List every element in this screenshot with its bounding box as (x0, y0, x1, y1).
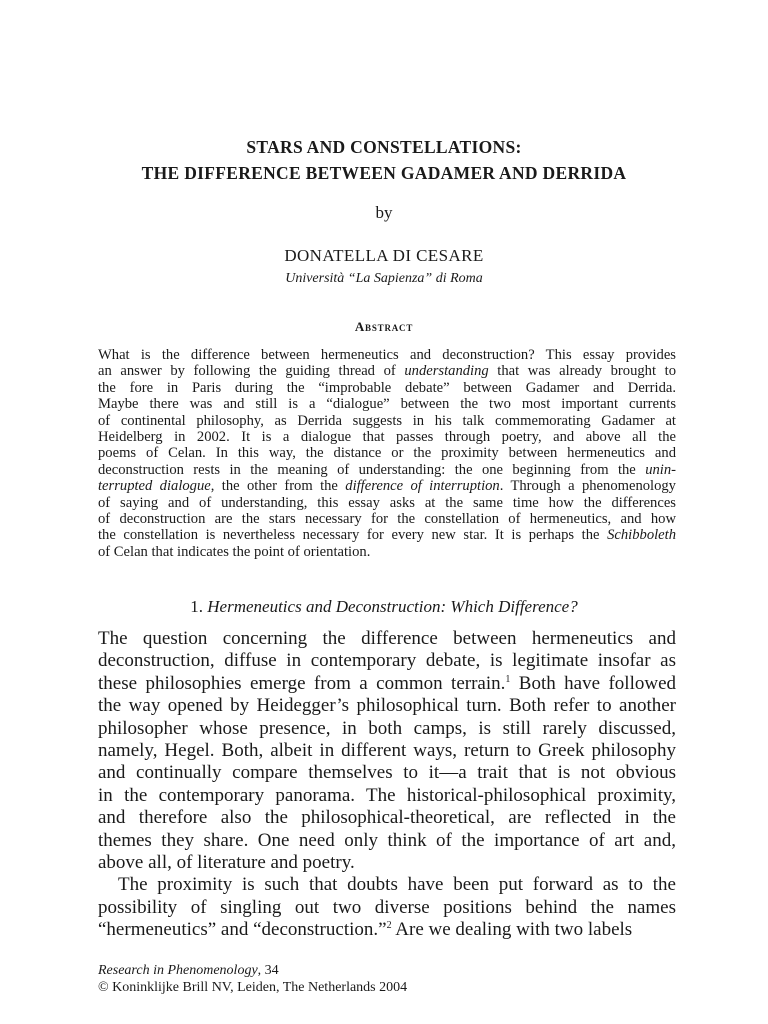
abstract-line: poems of Celan. In this way, the distance or the proximity between hermeneutics and (98, 445, 676, 462)
abstract-heading: Abstract (354, 319, 414, 334)
journal-citation (98, 963, 407, 980)
author-affiliation: Università “La Sapienza” di Roma (285, 271, 483, 286)
abstract-line: Heidelberg in 2002. It is a dialogue that passes through poetry, and above all the (98, 428, 676, 445)
body-line: namely, Hegel. Both, albeit in different ways, return to Greek philosophy (98, 739, 676, 761)
body-line: The question concerning the difference between hermeneutics and (98, 628, 676, 649)
copyright-notice: © Koninklijke Brill NV, Leiden, The Netherlands 2004 (98, 979, 408, 995)
abstract-line: the constellation is nevertheless necessary for every new star. It is perhaps the Schibboleth (98, 527, 676, 544)
body-line: these philosophies emerge from a common terrain.$^1$ Both have followed (98, 672, 676, 694)
footnote-marker: 2 (386, 920, 392, 932)
abstract-line: terrupted dialogue, the other from the difference of interruption. Through a phenomenology (98, 478, 676, 495)
section-title: Hermeneutics and Deconstruction: Which Difference? (207, 597, 578, 616)
footnote-marker: 1 (505, 673, 511, 685)
abstract-line: What is the difference between hermeneutics and deconstruction? This essay provides (98, 347, 676, 363)
body-line: in the contemporary panorama. The historical-philosophical proximity, (98, 784, 676, 806)
body-line: and therefore also the philosophical-theoretical, are reflected in the (98, 807, 676, 829)
abstract-line: of continental philosophy, as Derrida suggests in his talk commemorating Gadamer at (98, 412, 676, 429)
article-title (60, 134, 708, 186)
body-text (98, 628, 676, 941)
journal-volume: , 34 (257, 963, 279, 978)
title-line-1: STARS AND CONSTELLATIONS: (246, 137, 522, 157)
body-line: philosopher whose presence, in both camps, is still rarely discussed, (98, 717, 676, 739)
section-heading (0, 597, 768, 617)
abstract-line: an answer by following the guiding thread of understanding that was already brought to (98, 363, 676, 380)
byline: by (375, 203, 393, 222)
body-line: above all, of literature and poetry. (98, 851, 355, 873)
section-number: 1. (190, 597, 204, 616)
journal-name: Research in Phenomenology (98, 963, 258, 978)
body-line: “hermeneutics” and “deconstruction.”$^2$ Are we dealing with two labels (98, 919, 633, 941)
abstract-line: of deconstruction are the stars necessary for the constellation of hermeneutics, and how (98, 510, 676, 527)
page-footer (98, 963, 407, 996)
abstract-line: of saying and of understanding, this essay asks at the same time how the differences (98, 494, 676, 511)
abstract-line: the fore in Paris during the “improbable debate” between Gadamer and Derrida. (98, 379, 676, 396)
abstract-line: deconstruction rests in the meaning of understanding: the one beginning from the unin- (98, 461, 676, 478)
abstract-line: of Celan that indicates the point of orientation. (98, 543, 371, 560)
title-line-2: THE DIFFERENCE BETWEEN GADAMER AND DERRIDA (141, 163, 627, 183)
abstract-line: Maybe there was and still is a “dialogue” between the two most important currents (98, 396, 676, 413)
body-line: possibility of singling out two diverse positions behind the names (98, 896, 676, 918)
abstract-text (98, 347, 676, 560)
author-name: DONATELLA DI CESARE (284, 246, 484, 265)
body-line: deconstruction, diffuse in contemporary debate, is legitimate insofar as (98, 650, 676, 672)
body-line: the way opened by Heidegger’s philosophical turn. Both refer to another (98, 695, 676, 717)
body-line: The proximity is such that doubts have been put forward as to the (118, 874, 676, 896)
body-line: and continually compare themselves to it—a trait that is not obvious (98, 762, 676, 784)
body-line: themes they share. One need only think of the importance of art and, (98, 829, 676, 851)
